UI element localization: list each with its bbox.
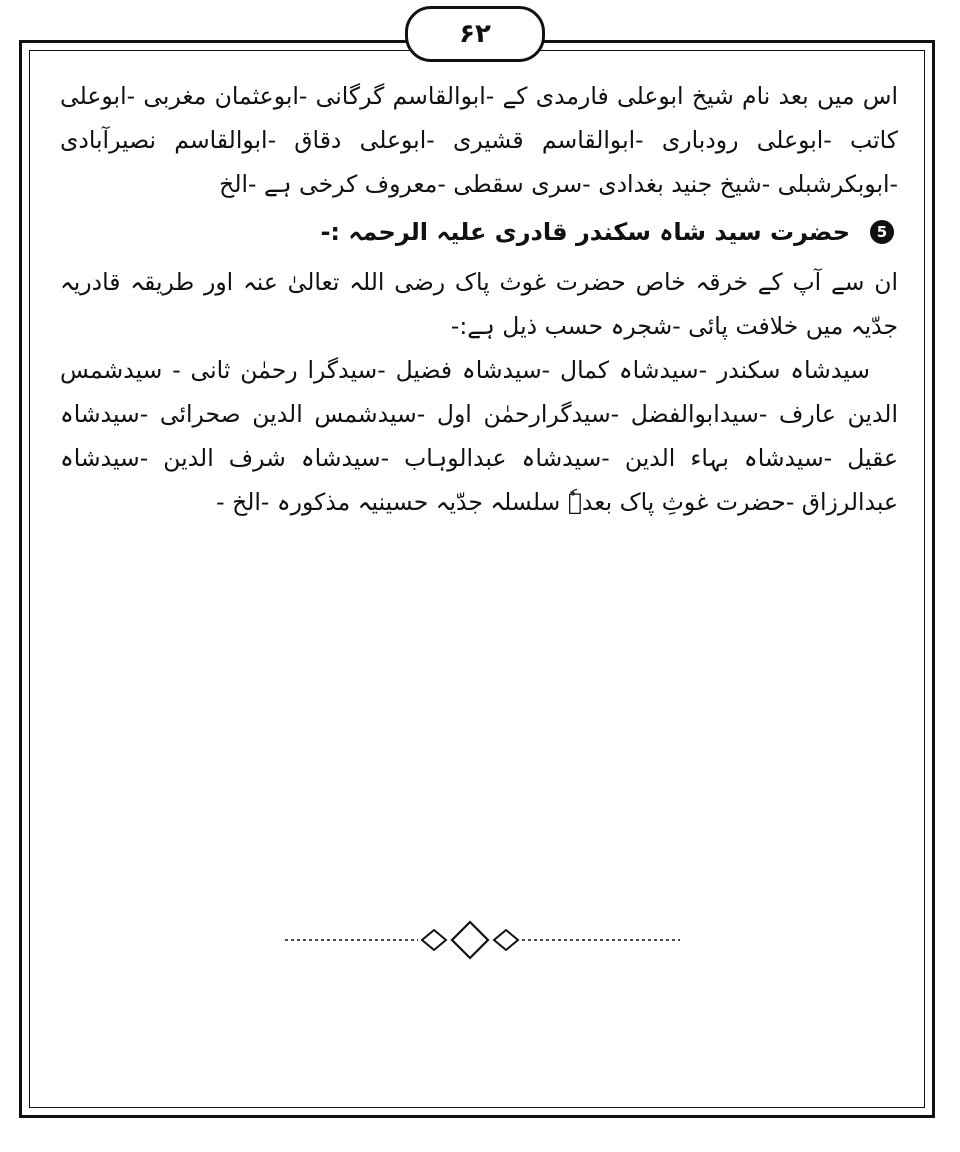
page-text [60, 74, 898, 524]
page-number: ۶۲ [405, 6, 545, 62]
section-intro-paragraph: ان سے آپ کے خرقہ خاص حضرت غوث پاک رضی اللہ تعالیٰ عنہ اور طریقہ قادریہ جدّیہ میں خلافت پائی -شجرہ حسب ذیل ہے:- [60, 268, 898, 340]
section-heading [60, 210, 898, 254]
section-number-badge: 5 [870, 220, 894, 244]
ornament-large-diamond [452, 922, 488, 958]
intro-paragraph: اس میں بعد نام شیخ ابوعلی فارمدی کے -ابوالقاسم گرگانی -ابوعثمان مغربی -ابوعلی کاتب -ابوعلی رودباری -ابوالقاسم قشیری -ابوعلی دقاق -ابوالقاسم نصیرآبادی -ابوبکرشبلی -شیخ جنید بغدادی -سری سقطی -معروف کرخی ہے -الخ [60, 82, 898, 198]
lineage-paragraph: سیدشاہ سکندر -سیدشاہ کمال -سیدشاہ فضیل -سیدگرا رحمٰن ثانی - سیدشمس الدین عارف -سیدابوالفضل -سیدگرارحمٰن اول -سیدشمس الدین صحرائی -سیدشاہ عقیل -سیدشاہ بہاء الدین -سیدشاہ عبدالوہاب -سیدشاہ شرف الدین -سیدشاہ عبدالرزاق -حضرت غوثِ پاک بعدہٗ سلسلہ جدّیہ حسینیہ مذکورہ -الخ - [60, 356, 898, 516]
section-heading-title: حضرت سید شاہ سکندر قادری علیہ الرحمہ :- [320, 218, 850, 246]
ornament-small-diamond-left [422, 930, 446, 950]
ornament-divider-icon [0, 920, 960, 960]
ornament-small-diamond-right [494, 930, 518, 950]
